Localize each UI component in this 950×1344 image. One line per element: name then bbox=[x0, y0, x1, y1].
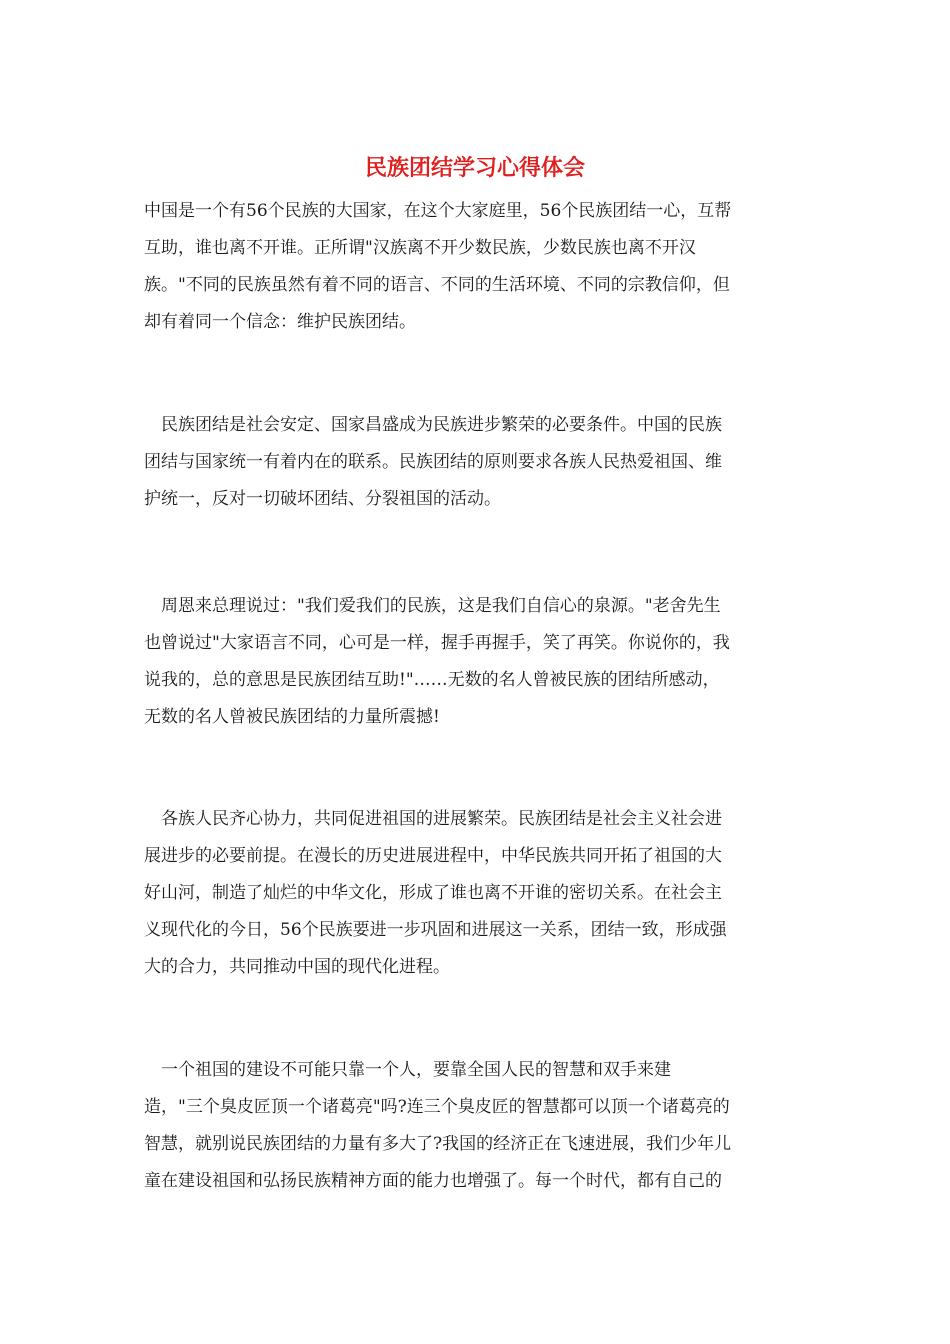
paragraph-line: 中国是一个有56个民族的大国家，在这个大家庭里，56个民族团结一心，互帮 bbox=[144, 201, 732, 221]
paragraph-line: 好山河，制造了灿烂的中华文化，形成了谁也离不开谁的密切关系。在社会主 bbox=[144, 883, 722, 903]
paragraph-line: 却有着同一个信念：维护民族团结。 bbox=[144, 312, 416, 332]
paragraph-3 bbox=[144, 588, 810, 736]
paragraph-4 bbox=[144, 801, 810, 986]
paragraph-line: 童在建设祖国和弘扬民族精神方面的能力也增强了。每一个时代，都有自己的 bbox=[144, 1171, 722, 1191]
paragraph-1 bbox=[144, 193, 810, 341]
paragraph-line: 周恩来总理说过："我们爱我们的民族，这是我们自信心的泉源。"老舍先生 bbox=[144, 596, 721, 616]
paragraph-line: 护统一，反对一切破坏团结、分裂祖国的活动。 bbox=[144, 489, 501, 509]
paragraph-line: 团结与国家统一有着内在的联系。民族团结的原则要求各族人民热爱祖国、维 bbox=[144, 452, 722, 472]
paragraph-line: 说我的，总的意思是民族团结互助!"……无数的名人曾被民族的团结所感动， bbox=[144, 670, 720, 690]
document-title: 民族团结学习心得体会 bbox=[364, 155, 585, 181]
paragraph-line: 智慧，就别说民族团结的力量有多大了?我国的经济正在飞速进展，我们少年儿 bbox=[144, 1134, 732, 1154]
paragraph-line: 大的合力，共同推动中国的现代化进程。 bbox=[144, 957, 450, 977]
paragraph-line: 互助，谁也离不开谁。正所谓"汉族离不开少数民族，少数民族也离不开汉 bbox=[144, 238, 696, 258]
paragraph-line: 各族人民齐心协力，共同促进祖国的进展繁荣。民族团结是社会主义社会进 bbox=[144, 809, 722, 829]
paragraph-5 bbox=[144, 1052, 810, 1200]
paragraph-line: 一个祖国的建设不可能只靠一个人，要靠全国人民的智慧和双手来建 bbox=[144, 1060, 671, 1080]
paragraph-line: 也曾说过"大家语言不同，心可是一样，握手再握手，笑了再笑。你说你的，我 bbox=[144, 633, 730, 653]
paragraph-line: 展进步的必要前提。在漫长的历史进展进程中，中华民族共同开拓了祖国的大 bbox=[144, 846, 722, 866]
paragraph-2 bbox=[144, 407, 810, 518]
paragraph-line: 义现代化的今日，56个民族要进一步巩固和进展这一关系，团结一致，形成强 bbox=[144, 920, 727, 940]
paragraph-line: 无数的名人曾被民族团结的力量所震撼! bbox=[144, 707, 440, 727]
paragraph-line: 民族团结是社会安定、国家昌盛成为民族进步繁荣的必要条件。中国的民族 bbox=[144, 415, 722, 435]
paragraph-line: 造，"三个臭皮匠顶一个诸葛亮"吗?连三个臭皮匠的智慧都可以顶一个诸葛亮的 bbox=[144, 1097, 730, 1117]
paragraph-line: 族。"不同的民族虽然有着不同的语言、不同的生活环境、不同的宗教信仰，但 bbox=[144, 275, 730, 295]
